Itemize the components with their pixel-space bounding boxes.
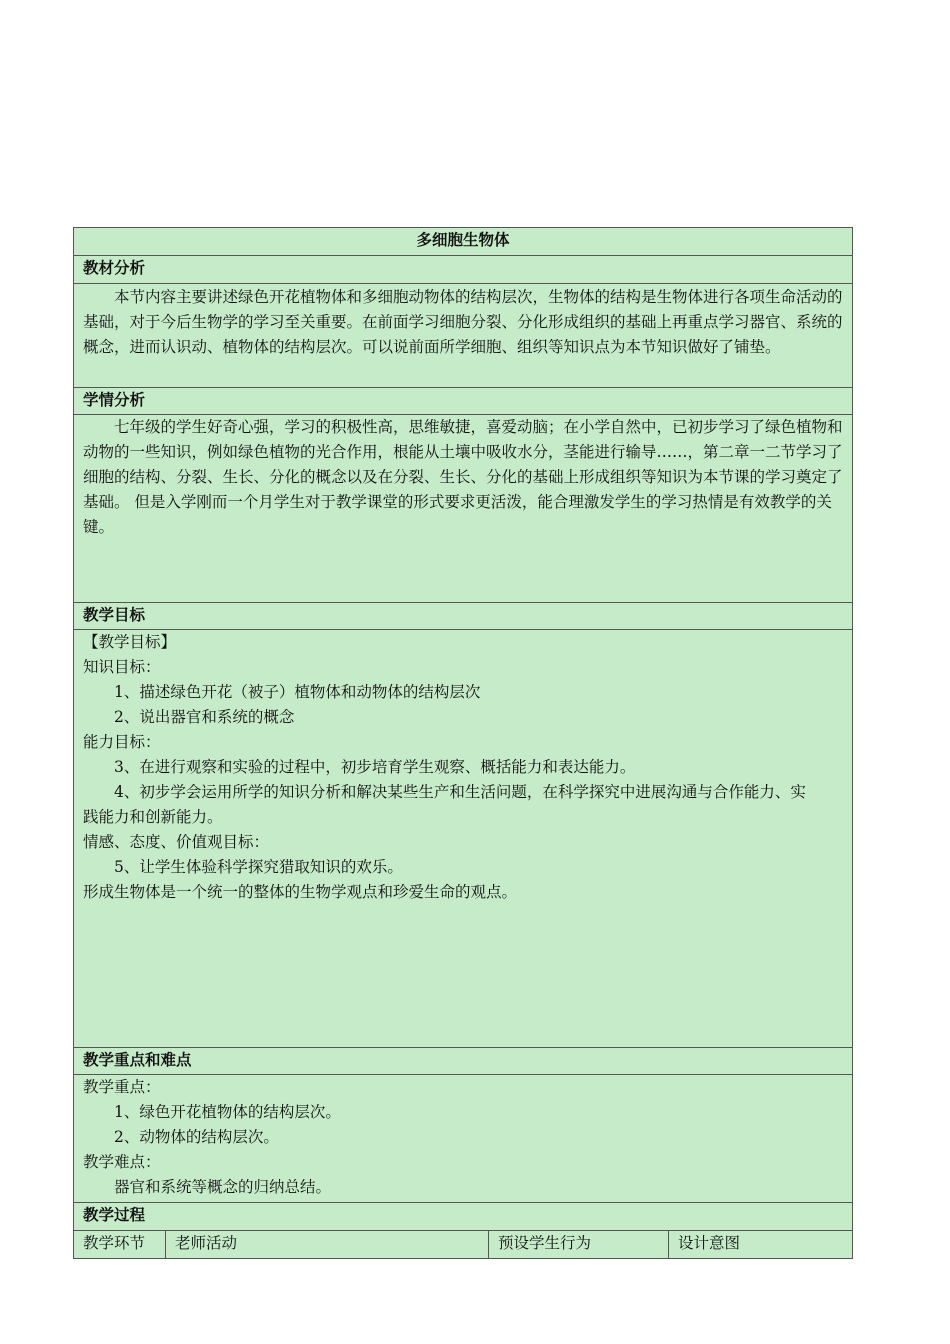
knowledge-goal-1: 1、描述绿色开花（被子）植物体和动物体的结构层次 — [114, 683, 481, 701]
section-heading-keypoints: 教学重点和难点 — [74, 1048, 853, 1075]
key-point-1: 1、绿色开花植物体的结构层次。 — [114, 1103, 341, 1121]
key-point-2: 2、动物体的结构层次。 — [114, 1128, 279, 1146]
difficulty-label: 教学难点： — [83, 1153, 161, 1171]
student-analysis-cell — [74, 415, 853, 603]
process-column-header: 教学环节 — [74, 1231, 166, 1259]
process-column-header: 老师活动 — [166, 1231, 489, 1259]
emotion-goal-5: 5、让学生体验科学探究猎取知识的欢乐。 — [114, 858, 403, 876]
process-column-header: 预设学生行为 — [489, 1231, 669, 1259]
process-column-header: 设计意图 — [669, 1231, 853, 1259]
emotion-goal-6: 形成生物体是一个统一的整体的生物学观点和珍爱生命的观点。 — [83, 883, 518, 901]
ability-goal-3: 3、在进行观察和实验的过程中，初步培育学生观察、概括能力和表达能力。 — [114, 758, 636, 776]
material-analysis-cell — [74, 284, 853, 388]
student-analysis-text: 七年级的学生好奇心强，学习的积极性高，思维敏捷，喜爱动脑；在小学自然中，已初步学习了绿色植物和动物的一些知识，例如绿色植物的光合作用，根能从土壤中吸收水分，茎能进行输导……，第二章一二节学习了细胞的结构、分裂、生长、分化的概念以及在分裂、生长、分化的基础上形成组织等知识为本节课的学习奠定了基础。 但是入学刚而一个月学生对于教学课堂的形式要求更活泼，能合理激发学生的学习热情是有效教学的关键。 — [83, 418, 843, 536]
section-heading-goals: 教学目标 — [74, 603, 853, 630]
keypoints-cell — [74, 1075, 853, 1203]
ability-goal-4: 4、初步学会运用所学的知识分析和解决某些生产和生活问题，在科学探究中进展沟通与合作能力、实践能力和创新能力。 — [83, 783, 806, 826]
document-title: 多细胞生物体 — [74, 228, 853, 256]
goals-bracket-label: 【教学目标】 — [83, 633, 177, 651]
teaching-goals-cell — [74, 630, 853, 1048]
difficulty-point-1: 器官和系统等概念的归纳总结。 — [114, 1178, 332, 1196]
section-heading-material: 教材分析 — [74, 256, 853, 284]
material-analysis-text: 本节内容主要讲述绿色开花植物体和多细胞动物体的结构层次，生物体的结构是生物体进行各项生命活动的基础，对于今后生物学的学习至关重要。在前面学习细胞分裂、分化形成组织的基础上再重点学习器官、系统的概念，进而认识动、植物体的结构层次。可以说前面所学细胞、组织等知识点为本节知识做好了铺垫。 — [83, 288, 843, 356]
knowledge-goals-label: 知识目标： — [83, 658, 161, 676]
ability-goals-label: 能力目标： — [83, 733, 161, 751]
key-points-label: 教学重点： — [83, 1078, 161, 1096]
section-heading-process: 教学过程 — [74, 1203, 853, 1231]
lesson-plan-table — [73, 227, 853, 1259]
emotion-goals-label: 情感、态度、价值观目标： — [83, 833, 270, 851]
knowledge-goal-2: 2、说出器官和系统的概念 — [114, 708, 295, 726]
section-heading-students: 学情分析 — [74, 388, 853, 415]
